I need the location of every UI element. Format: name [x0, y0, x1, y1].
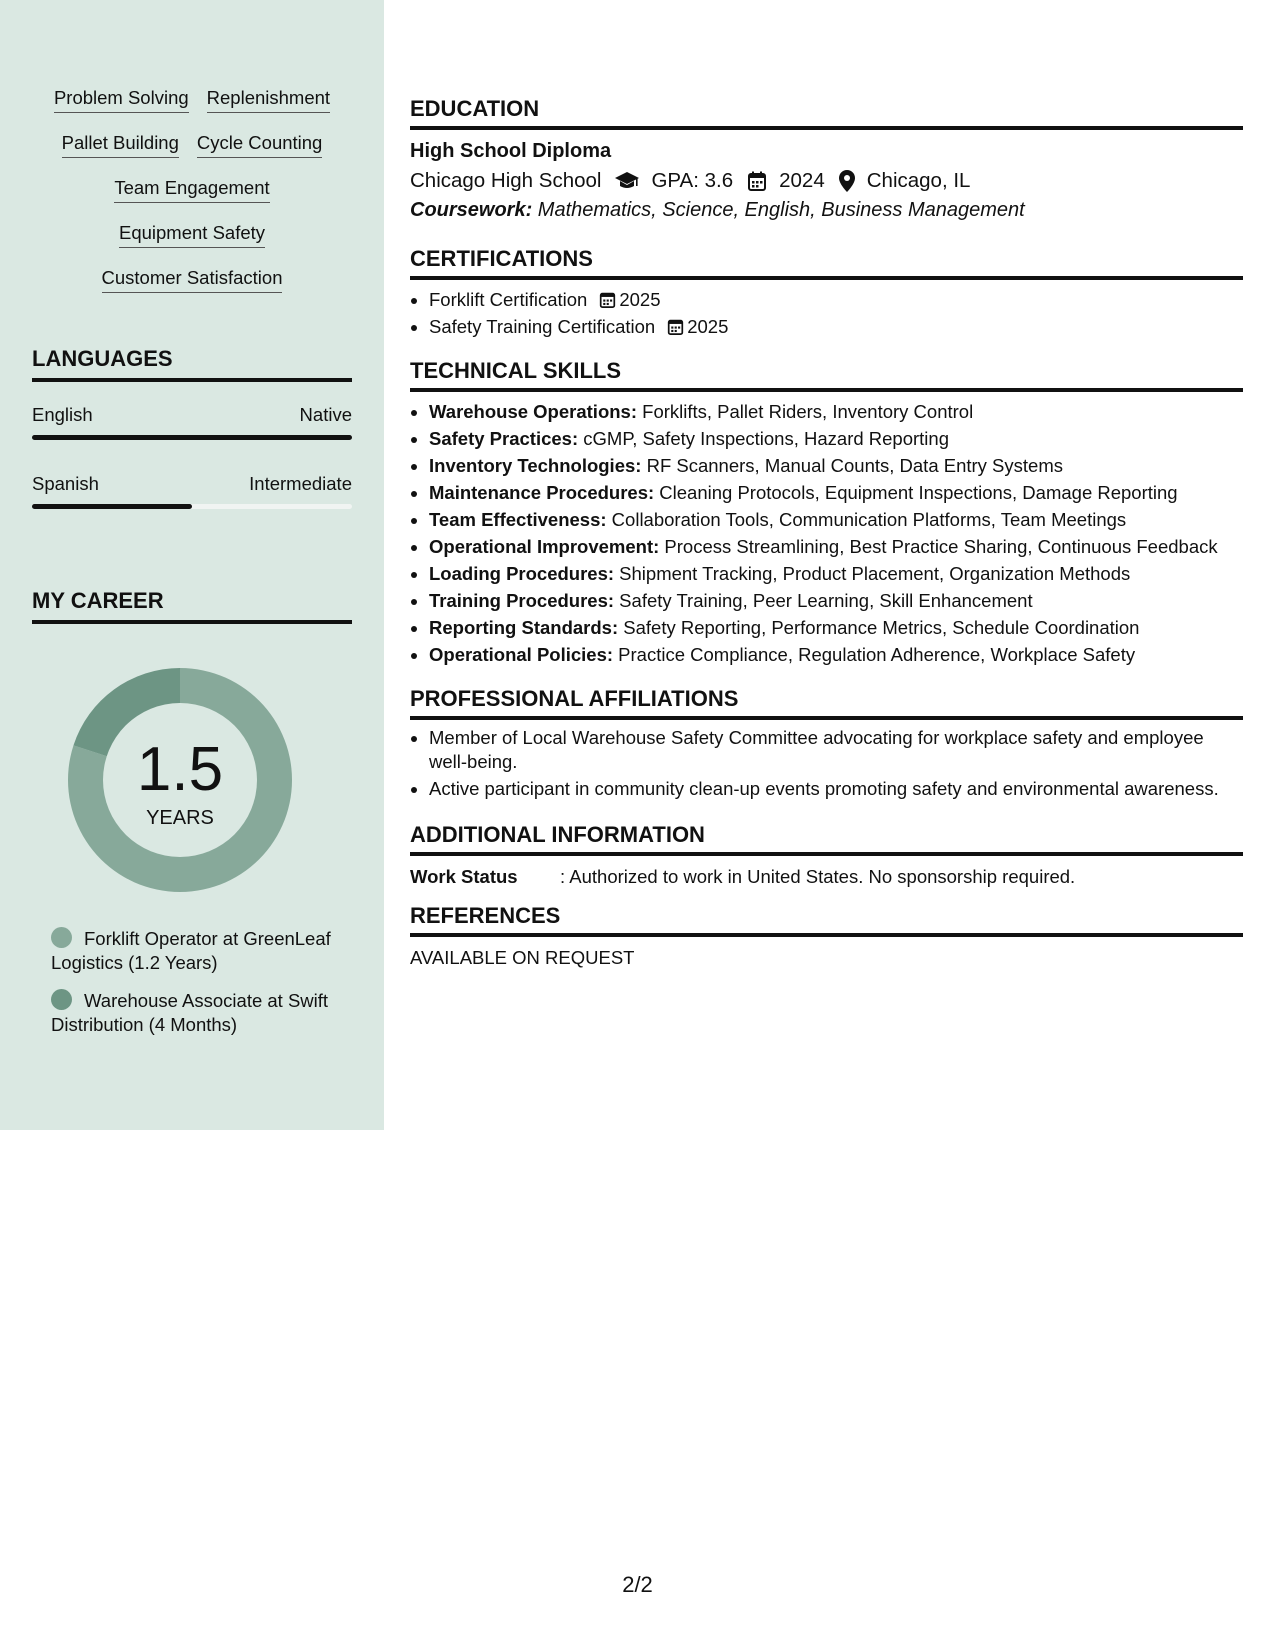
certifications-list	[410, 286, 1243, 340]
proficiency-bar	[32, 435, 352, 440]
language-name: English	[32, 404, 93, 425]
certifications-heading: CERTIFICATIONS	[410, 246, 1243, 280]
skill-text: Safety Training, Peer Learning, Skill Enhancement	[614, 590, 1033, 611]
career-donut-chart	[66, 666, 294, 894]
career-entry-label: Forklift Operator at GreenLeaf Logistics (1.2 Years)	[51, 928, 331, 973]
proficiency-fill	[32, 435, 352, 440]
skill-label: Operational Policies:	[429, 644, 614, 665]
skill-label: Operational Improvement:	[429, 536, 660, 557]
skill-item	[429, 425, 1243, 452]
language-english	[32, 404, 352, 440]
skill-tags	[32, 86, 352, 311]
skill-item	[429, 614, 1243, 641]
references-heading: REFERENCES	[410, 903, 1243, 937]
affiliations-heading: PROFESSIONAL AFFILIATIONS	[410, 686, 1243, 720]
technical-skills-heading: TECHNICAL SKILLS	[410, 358, 1243, 392]
coursework-label: Coursework:	[410, 199, 533, 221]
skill-tag: Customer Satisfaction	[102, 266, 283, 293]
certifications-section	[410, 246, 1243, 340]
skill-tag: Team Engagement	[114, 176, 269, 203]
certification-item	[429, 286, 1243, 313]
skill-label: Reporting Standards:	[429, 617, 619, 638]
skill-text: RF Scanners, Manual Counts, Data Entry Systems	[641, 455, 1063, 476]
affiliation-item: • Member of Local Warehouse Safety Committee advocating for workplace safety and employee well-being.	[429, 726, 1243, 774]
skill-item	[429, 479, 1243, 506]
tag-row	[32, 86, 352, 131]
skill-tag: Equipment Safety	[119, 221, 265, 248]
gpa: GPA: 3.6	[651, 169, 734, 192]
education-section	[410, 96, 1243, 222]
skill-label: Team Effectiveness:	[429, 509, 607, 530]
certification-name: Forklift Certification	[429, 289, 588, 310]
education-details	[410, 169, 1243, 193]
school-location: Chicago, IL	[866, 169, 971, 192]
coursework	[410, 199, 1243, 222]
skill-text: Collaboration Tools, Communication Platforms, Team Meetings	[606, 509, 1127, 530]
page-number: 2/2	[622, 1572, 653, 1597]
references-text: AVAILABLE ON REQUEST	[410, 947, 635, 968]
skill-label: Loading Procedures:	[429, 563, 615, 584]
coursework-list: Mathematics, Science, English, Business Management	[532, 199, 1025, 221]
work-status-label: Work Status	[410, 866, 518, 887]
location-pin-icon	[839, 170, 855, 192]
skill-text: Safety Reporting, Performance Metrics, Schedule Coordination	[618, 617, 1140, 638]
calendar-icon	[599, 291, 616, 308]
skill-text: Forklifts, Pallet Riders, Inventory Control	[637, 401, 974, 422]
work-status-value: : Authorized to work in United States. No sponsorship required.	[560, 866, 1076, 887]
calendar-icon	[747, 171, 767, 191]
skill-item	[429, 641, 1243, 668]
affiliations-list	[410, 726, 1243, 801]
graduation-cap-icon	[615, 171, 639, 191]
skill-tag: Replenishment	[207, 86, 330, 113]
work-status-row	[410, 866, 1243, 888]
career-entry-label: Warehouse Associate at Swift Distribution (4 Months)	[51, 990, 329, 1035]
career-legend-item	[51, 989, 351, 1037]
skill-item	[429, 398, 1243, 425]
sidebar	[0, 0, 384, 1130]
language-name: Spanish	[32, 473, 99, 494]
legend-dot	[51, 927, 72, 948]
tag-row	[32, 176, 352, 221]
tag-row	[32, 131, 352, 176]
school-name: Chicago High School	[410, 169, 602, 192]
skill-text: Cleaning Protocols, Equipment Inspections, Damage Reporting	[654, 482, 1178, 503]
skill-item	[429, 533, 1243, 560]
skill-text: cGMP, Safety Inspections, Hazard Reporting	[578, 428, 949, 449]
language-level: Native	[299, 404, 352, 425]
certification-year: 2025	[687, 316, 729, 337]
certification-item	[429, 313, 1243, 340]
skill-label: Inventory Technologies:	[429, 455, 642, 476]
skill-item	[429, 587, 1243, 614]
skill-text: Shipment Tracking, Product Placement, Organization Methods	[614, 563, 1131, 584]
affiliation-item: • Active participant in community clean-up events promoting safety and environmental awareness.	[429, 777, 1243, 801]
graduation-year: 2024	[779, 169, 825, 192]
calendar-icon	[667, 318, 684, 335]
skill-label: Safety Practices:	[429, 428, 579, 449]
skill-tag: Problem Solving	[54, 86, 189, 113]
technical-skills-section	[410, 358, 1243, 668]
career-total: 1.5	[136, 735, 224, 804]
certification-year: 2025	[619, 289, 661, 310]
career-heading: MY CAREER	[32, 588, 352, 624]
skill-label: Warehouse Operations:	[429, 401, 637, 422]
skill-tag: Pallet Building	[62, 131, 179, 158]
degree-title: High School Diploma	[410, 140, 612, 162]
legend-dot	[51, 989, 72, 1010]
languages-heading: LANGUAGES	[32, 346, 352, 382]
affiliations-section	[410, 686, 1243, 801]
proficiency-fill	[32, 504, 192, 509]
additional-info-heading: ADDITIONAL INFORMATION	[410, 822, 1243, 856]
skill-text: Process Streamlining, Best Practice Sharing, Continuous Feedback	[659, 536, 1218, 557]
additional-info-section	[410, 822, 1243, 888]
references-section	[410, 903, 1243, 969]
tag-row	[32, 266, 352, 311]
proficiency-bar	[32, 504, 352, 509]
skill-item	[429, 506, 1243, 533]
career-unit: YEARS	[146, 807, 214, 829]
skill-label: Training Procedures:	[429, 590, 615, 611]
skill-text: Practice Compliance, Regulation Adherence, Workplace Safety	[613, 644, 1136, 665]
language-spanish	[32, 473, 352, 509]
tag-row	[32, 221, 352, 266]
career-legend-item	[51, 927, 351, 975]
skill-label: Maintenance Procedures:	[429, 482, 655, 503]
technical-skills-list	[410, 398, 1243, 668]
skill-tag: Cycle Counting	[197, 131, 322, 158]
language-level: Intermediate	[249, 473, 352, 494]
certification-name: Safety Training Certification	[429, 316, 656, 337]
skill-item	[429, 560, 1243, 587]
education-heading: EDUCATION	[410, 96, 1243, 130]
skill-item	[429, 452, 1243, 479]
